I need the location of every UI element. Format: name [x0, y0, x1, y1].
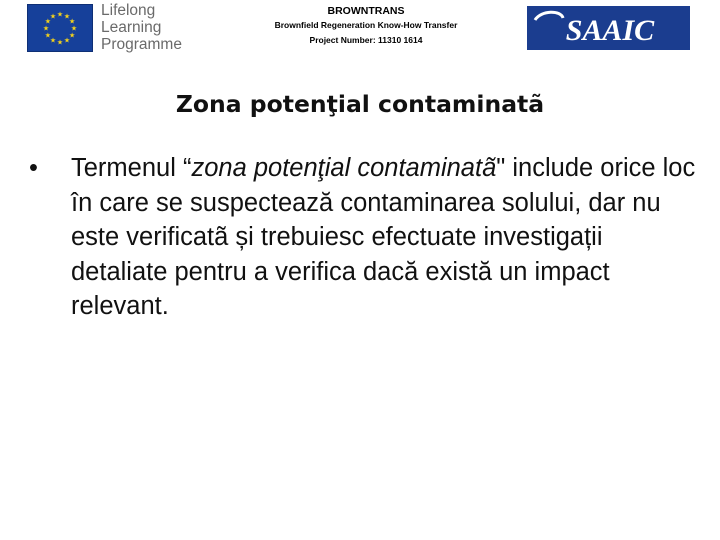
project-subtitle: Brownfield Regeneration Know-How Transfer — [274, 20, 458, 30]
saaic-logo-icon — [527, 6, 690, 50]
lifelong-learning-programme-logo — [101, 2, 211, 53]
bullet-term: zona potenţial contaminatã — [191, 154, 497, 182]
project-info — [236, 4, 496, 48]
program-line-3: Programme — [101, 36, 182, 53]
bullet-mark: • — [29, 154, 38, 182]
eu-star-icon: ★ — [63, 37, 71, 45]
eu-star-icon: ★ — [49, 13, 57, 21]
eu-star-icon: ★ — [44, 18, 52, 26]
program-line-1: Lifelong — [101, 2, 156, 19]
eu-star-icon: ★ — [44, 32, 52, 40]
eu-star-icon: ★ — [49, 37, 57, 45]
eu-star-icon: ★ — [70, 25, 78, 33]
eu-star-icon: ★ — [56, 11, 64, 19]
eu-flag-icon — [27, 4, 93, 52]
eu-star-icon: ★ — [63, 13, 71, 21]
bullet-item — [29, 151, 699, 324]
saaic-logo-text: SAAIC — [565, 14, 655, 47]
project-number: Project Number: 11310 1614 — [309, 35, 423, 45]
eu-star-icon: ★ — [42, 25, 50, 33]
project-title: BROWNTRANS — [327, 5, 405, 17]
bullet-rest: " include orice loc în care se suspectează contaminarea solului, dar nu este verificatã și trebuiesc efectuate investigații detaliate pentru a verifica dacă există un impact relevant. — [71, 154, 696, 320]
eu-star-icon: ★ — [68, 32, 76, 40]
eu-star-icon: ★ — [56, 39, 64, 47]
slide-title: Zona potenţial contaminatã — [175, 90, 545, 118]
eu-star-icon: ★ — [68, 18, 76, 26]
bullet-lead: Termenul “ — [71, 154, 192, 182]
slide-header — [0, 0, 720, 62]
program-line-2: Learning — [101, 19, 162, 36]
bullet-text — [71, 151, 699, 324]
